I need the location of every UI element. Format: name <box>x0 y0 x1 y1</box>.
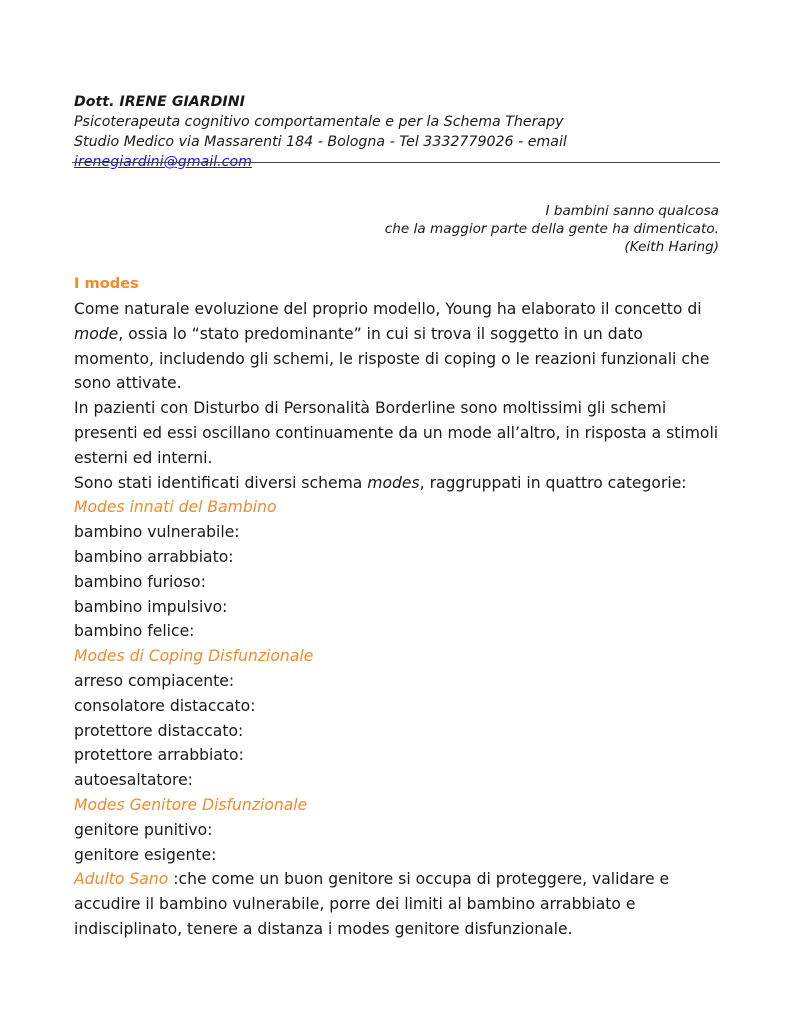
p1-text-b: , ossia lo “stato predominante” in cui si trova il soggetto in un dato momento, includendo gli schemi, le risposte di coping o le reazioni funzionali che sono attivate. <box>74 324 710 393</box>
quote-line-1: I bambini sanno qualcosa <box>545 203 719 219</box>
email-link[interactable]: irenegiardini@gmail.com <box>74 154 252 170</box>
p1-emphasis: mode <box>74 324 119 343</box>
quote-line-2: che la maggior parte della gente ha dimenticato. <box>384 221 719 237</box>
list-item: bambino felice: <box>74 622 195 641</box>
address-text: Studio Medico via Massarenti 184 - Bologna - Tel 3332779026 - email <box>74 134 567 150</box>
p3-emphasis: modes <box>367 473 420 492</box>
p3-text-b: , raggruppati in quattro categorie: <box>419 473 687 492</box>
list-item: bambino arrabbiato: <box>74 547 234 566</box>
paragraph-2: In pazienti con Disturbo di Personalità Borderline sono moltissimi gli schemi presenti ed essi oscillano continuamente da un mode all’altro, in risposta a stimoli esterni ed interni. <box>74 399 719 467</box>
letterhead <box>74 92 720 172</box>
paragraph-3 <box>74 471 720 496</box>
list-item: genitore punitivo: <box>74 820 213 839</box>
list-item: autoesaltatore: <box>74 771 193 790</box>
list-item: protettore arrabbiato: <box>74 746 244 765</box>
list-item: protettore distaccato: <box>74 721 244 740</box>
list-item: bambino furioso: <box>74 572 206 591</box>
quote-author: (Keith Haring) <box>624 239 719 255</box>
doctor-name: Dott. IRENE GIARDINI <box>74 94 245 110</box>
p1-text-a: Come naturale evoluzione del proprio modello, Young ha elaborato il concetto di <box>74 300 702 318</box>
list-item: arreso compiacente: <box>74 671 235 690</box>
doctor-role: Psicoterapeuta cognitivo comportamentale e per la Schema Therapy <box>74 114 564 130</box>
list-item: consolatore distaccato: <box>74 696 256 715</box>
adult-title: Adulto Sano <box>74 870 169 889</box>
category-title: Modes innati del Bambino <box>74 498 277 517</box>
list-item: bambino vulnerabile: <box>74 523 240 542</box>
adult-text: :che come un buon genitore si occupa di proteggere, validare e accudire il bambino vulnerabile, porre dei limiti al bambino arrabbiato e indisciplinato, tenere a distanza i modes genitore disfunzionale. <box>74 870 670 938</box>
header-divider <box>72 162 720 163</box>
adult-paragraph <box>74 867 720 941</box>
contact-line <box>74 132 720 172</box>
paragraph-1 <box>74 297 720 396</box>
list-item: bambino impulsivo: <box>74 597 228 616</box>
category-title: Modes di Coping Disfunzionale <box>74 647 314 666</box>
main-content <box>74 272 720 942</box>
section-title: I modes <box>74 275 139 292</box>
category-title: Modes Genitore Disfunzionale <box>74 795 308 814</box>
epigraph-quote <box>385 202 719 256</box>
list-item: genitore esigente: <box>74 845 217 864</box>
p3-text-a: Sono stati identificati diversi schema <box>74 473 368 492</box>
